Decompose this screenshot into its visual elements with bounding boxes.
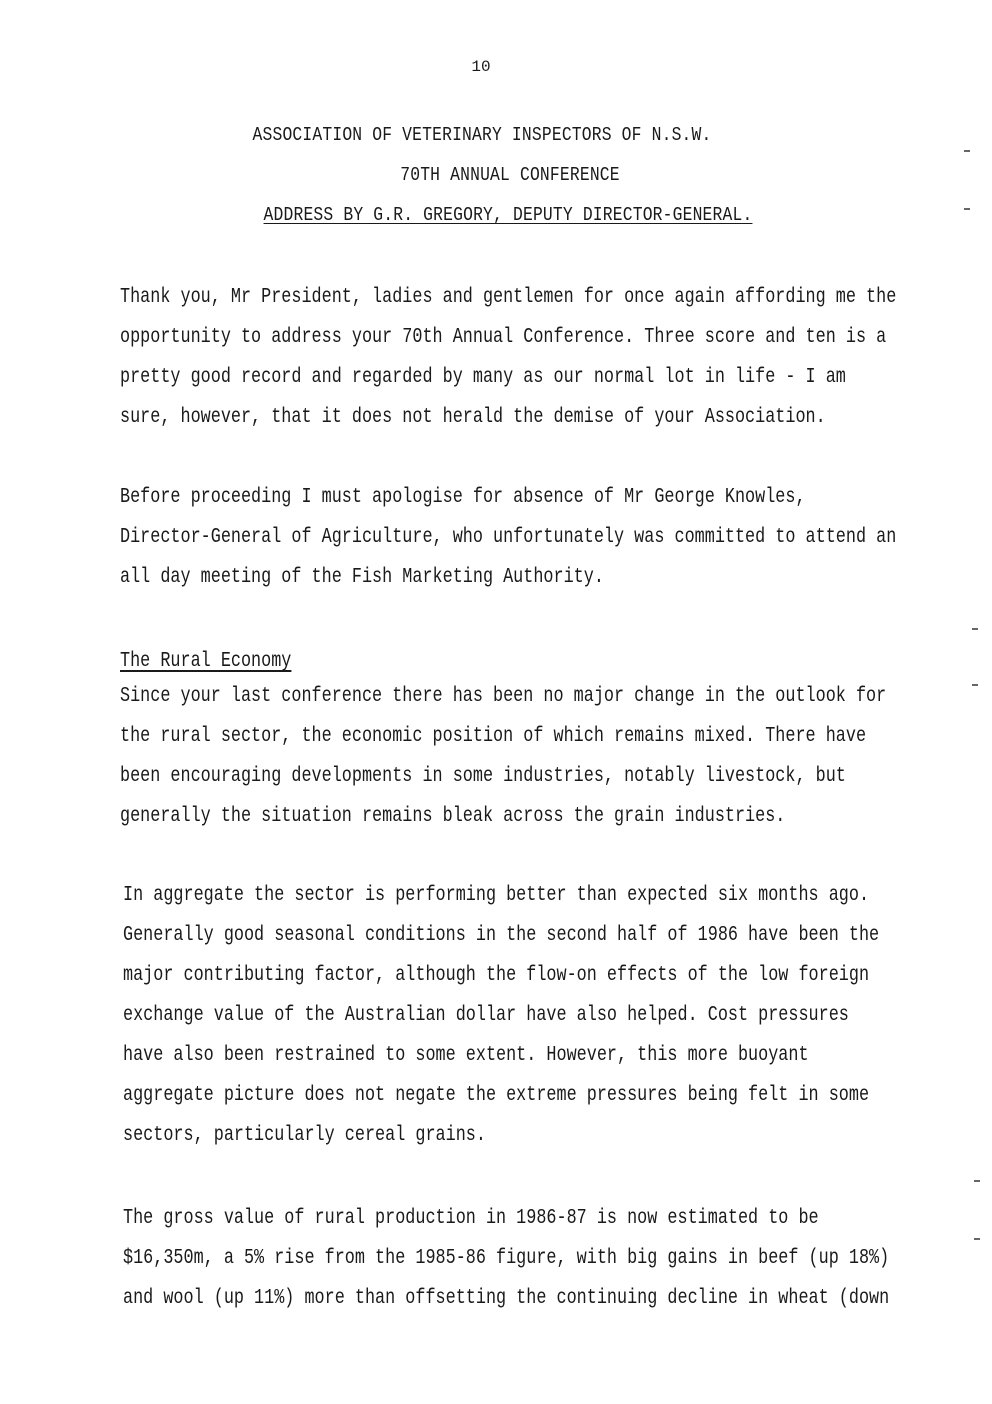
paragraph-3 [120,677,900,837]
text-line: all day meeting of the Fish Marketing Authority. [120,566,604,589]
text-line: $16,350m, a 5% rise from the 1985-86 figure, with big gains in beef (up 18%) [123,1247,890,1270]
text-line: Director-General of Agriculture, who unfortunately was committed to attend an [120,526,897,549]
paragraph-5 [123,1199,903,1319]
heading-address [81,204,934,226]
heading-address-text: ADDRESS BY G.R. GREGORY, DEPUTY DIRECTOR-GENERAL. [263,204,753,226]
text-line: generally the situation remains bleak across the grain industries. [120,805,786,828]
text-line: sure, however, that it does not herald the demise of your Association. [120,406,826,429]
text-line: the rural sector, the economic position of which remains mixed. There have [120,725,867,748]
text-line: The gross value of rural production in 1986-87 is now estimated to be [123,1207,819,1230]
scan-mark [964,150,970,152]
section-title: The Rural Economy [120,650,292,673]
text-line: been encouraging developments in some industries, notably livestock, but [120,765,846,788]
text-line: aggregate picture does not negate the extreme pressures being felt in some [123,1084,870,1107]
scan-mark [964,208,970,210]
scan-mark [972,628,978,630]
text-line: exchange value of the Australian dollar have also helped. Cost pressures [123,1004,849,1027]
heading-conference: 70TH ANNUAL CONFERENCE [400,164,620,186]
paragraph-1 [120,278,900,438]
paragraph-4 [123,876,903,1156]
text-line: have also been restrained to some extent. However, this more buoyant [123,1044,809,1067]
heading-association: ASSOCIATION OF VETERINARY INSPECTORS OF N.S.W. [252,124,712,146]
scan-mark [972,684,978,686]
text-line: major contributing factor, although the flow-on effects of the low foreign [123,964,870,987]
page-number: 10 [471,58,491,76]
text-line: Since your last conference there has been no major change in the outlook for [120,685,887,708]
text-line: opportunity to address your 70th Annual Conference. Three score and ten is a [120,326,887,349]
paragraph-2 [120,478,900,598]
text-line: sectors, particularly cereal grains. [123,1124,486,1147]
text-line: pretty good record and regarded by many as our normal lot in life - I am [120,366,846,389]
text-line: Generally good seasonal conditions in the second half of 1986 have been the [123,924,880,947]
scan-mark [974,1180,980,1182]
scan-mark [974,1238,980,1240]
text-line: and wool (up 11%) more than offsetting the continuing decline in wheat (down [123,1287,890,1310]
text-line: Before proceeding I must apologise for absence of Mr George Knowles, [120,486,806,509]
text-line: Thank you, Mr President, ladies and gentlemen for once again affording me the [120,286,897,309]
text-line: In aggregate the sector is performing better than expected six months ago. [123,884,870,907]
